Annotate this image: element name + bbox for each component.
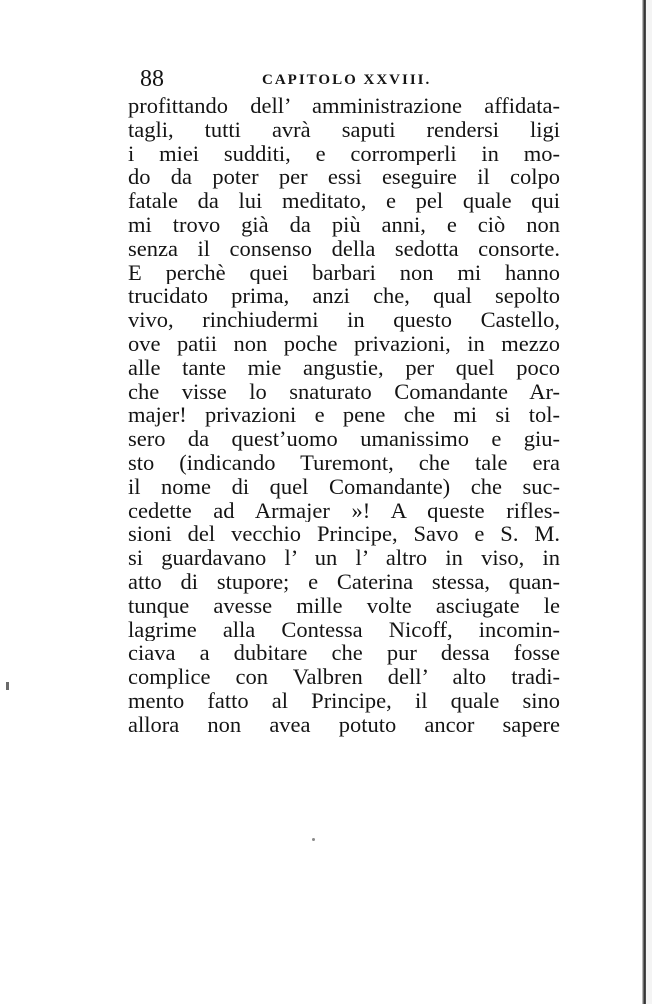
page-edge-shadow — [646, 0, 652, 1004]
text-line: sto (indicando Turemont, che tale era — [128, 450, 560, 475]
text-line: do da poter per essi eseguire il colpo — [128, 165, 560, 190]
text-line: majer! privazioni e pene che mi si tol- — [128, 403, 560, 428]
text-line: mi trovo già da più anni, e ciò non — [128, 212, 560, 237]
text-line: ove patii non poche privazioni, in mezzo — [128, 331, 560, 356]
text-line: che visse lo snaturato Comandante Ar- — [128, 379, 560, 404]
body-text — [128, 94, 560, 737]
text-line: allora non avea potuto ancor sapere — [128, 712, 560, 737]
chapter-title: CAPITOLO XXVIII. — [262, 72, 432, 88]
text-line: E perchè quei barbari non mi hanno — [128, 260, 560, 285]
text-line: tagli, tutti avrà saputi rendersi ligi — [128, 117, 560, 142]
text-line: trucidato prima, anzi che, qual sepolto — [128, 284, 560, 309]
page-edge — [642, 0, 646, 1004]
text-line: lagrime alla Contessa Nicoff, incomin- — [128, 617, 560, 642]
text-line: vivo, rinchiudermi in questo Castello, — [128, 308, 560, 332]
scan-artifact-mark — [6, 682, 9, 690]
running-head — [140, 64, 560, 94]
text-line: alle tante mie angustie, per quel poco — [128, 355, 560, 380]
text-line: mento fatto al Principe, il quale sino — [128, 688, 560, 713]
text-line: sero da quest’uomo umanissimo e giu- — [128, 427, 560, 451]
text-line: cedette ad Armajer »! A queste rifles- — [128, 498, 560, 523]
text-line: sioni del vecchio Principe, Savo e S. M. — [128, 522, 560, 547]
text-line: profittando dell’ amministrazione affidata- — [128, 94, 560, 118]
text-line: si guardavano l’ un l’ altro in viso, in — [128, 546, 560, 570]
text-line: senza il consenso della sedotta consorte. — [128, 236, 560, 261]
page-number: 88 — [140, 66, 164, 92]
text-line: ciava a dubitare che pur dessa fosse — [128, 641, 560, 666]
text-line: i miei sudditi, e corromperli in mo- — [128, 141, 560, 166]
text-line: complice con Valbren dell’ alto tradi- — [128, 665, 560, 689]
text-line: atto di stupore; e Caterina stessa, quan- — [128, 569, 560, 594]
text-line: il nome di quel Comandante) che suc- — [128, 474, 560, 499]
scan-artifact-dot — [312, 838, 315, 841]
text-line: fatale da lui meditato, e pel quale qui — [128, 189, 560, 213]
text-line: tunque avesse mille volte asciugate le — [128, 593, 560, 618]
